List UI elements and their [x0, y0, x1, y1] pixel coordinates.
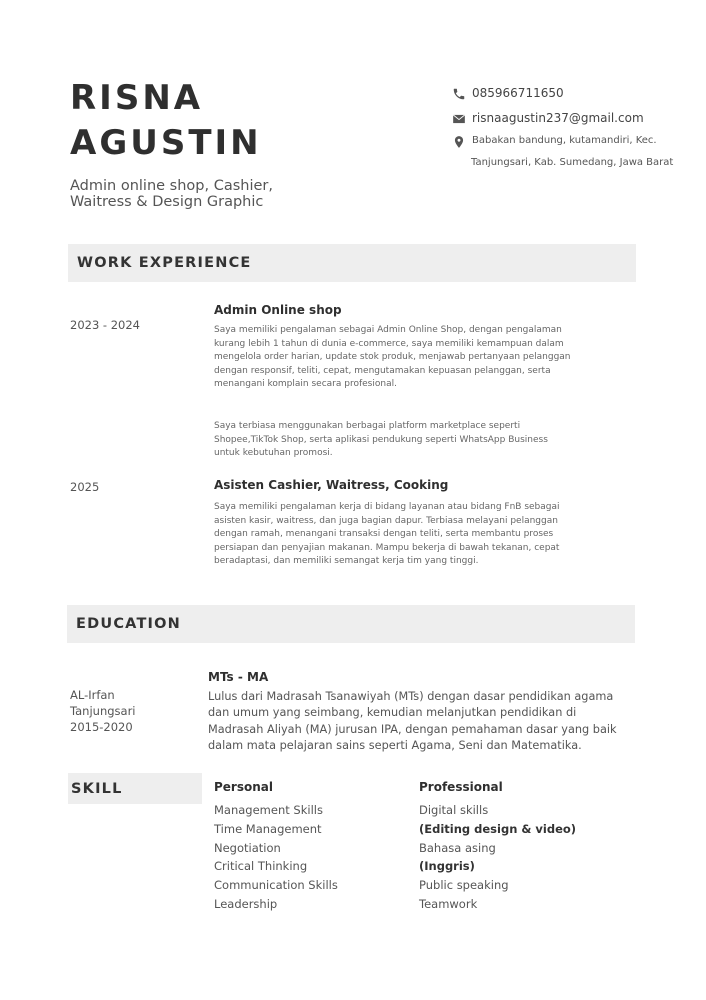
- job-title: Asisten Cashier, Waitress, Cooking: [214, 478, 449, 492]
- skill-item: (Inggris): [419, 859, 475, 874]
- section-title-education: EDUCATION: [76, 616, 182, 632]
- section-skill: [68, 773, 202, 804]
- skill-item: Bahasa asing: [419, 840, 496, 855]
- skill-personal-list: [214, 801, 338, 914]
- job-years: 2025: [70, 480, 100, 494]
- location-pin-icon: [452, 135, 466, 149]
- section-title-skill: SKILL: [71, 780, 123, 797]
- skill-item: Communication Skills: [214, 878, 338, 893]
- section-education: [67, 605, 635, 643]
- skill-item: Negotiation: [214, 840, 281, 855]
- contact-phone: [452, 86, 564, 101]
- section-title-work: WORK EXPERIENCE: [77, 255, 252, 271]
- section-work-experience: [68, 244, 636, 282]
- address-line2: Tanjungsari, Kab. Sumedang, Jawa Barat: [471, 157, 674, 168]
- skill-item: Teamwork: [419, 896, 478, 911]
- school-location: Tanjungsari: [70, 704, 136, 718]
- skill-item: Public speaking: [419, 878, 509, 893]
- contact-email: [452, 111, 644, 126]
- contact-address: [452, 134, 657, 151]
- skill-item: Leadership: [214, 896, 278, 911]
- phone-icon: [452, 87, 466, 101]
- skill-item: Digital skills: [419, 803, 489, 817]
- address-line1: Babakan bandung, kutamandiri, Kec.: [472, 135, 657, 146]
- degree-description: Lulus dari Madrasah Tsanawiyah (MTs) dengan dasar pendidikan agama dan umum yang seimbang, kemudian melanjutkan pendidikan di Madrasah Aliyah (MA) jurusan IPA, dengan pemahaman dasar yang baik dalam mata pelajaran sains seperti Agama, Seni dan Matematika.: [208, 690, 617, 752]
- skill-item: Critical Thinking: [214, 859, 308, 874]
- school-name: AL-Irfan: [70, 688, 115, 702]
- job-years: 2023 - 2024: [70, 318, 140, 332]
- skill-item: Management Skills: [214, 803, 323, 817]
- mail-icon: [452, 112, 466, 126]
- degree-title: MTs - MA: [208, 670, 269, 684]
- skill-professional-list: [419, 801, 576, 914]
- name-first: RISNA: [70, 78, 204, 118]
- phone-number[interactable]: 085966711650: [472, 86, 564, 100]
- tagline-line2: Waitress & Design Graphic: [70, 194, 264, 210]
- job-description-extra: Saya terbiasa menggunakan berbagai platform marketplace seperti Shopee,TikTok Shop, serta aplikasi pendukung seperti WhatsApp Business untuk kebutuhan promosi.: [214, 421, 548, 459]
- email-address[interactable]: risnaagustin237@gmail.com: [472, 111, 644, 125]
- skill-item: Time Management: [214, 821, 322, 836]
- school-years: 2015-2020: [70, 720, 133, 734]
- skill-professional-heading: Professional: [419, 780, 503, 794]
- skill-personal-heading: Personal: [214, 780, 273, 794]
- job-description: Saya memiliki pengalaman kerja di bidang layanan atau bidang FnB sebagai asisten kasir, waitress, dan juga bagian dapur. Terbiasa melayani pelanggan dengan ramah, menangani transaksi dengan teliti, serta membantu proses persiapan dan penyajian makanan. Mampu bekerja di bawah tekanan, cepat beradaptasi, dan memiliki semangat kerja tim yang tinggi.: [214, 502, 560, 567]
- job-title: Admin Online shop: [214, 303, 342, 317]
- name-last: AGUSTIN: [70, 123, 262, 163]
- skill-item: (Editing design & video): [419, 821, 577, 836]
- tagline-line1: Admin online shop, Cashier,: [70, 178, 273, 194]
- job-description: Saya memiliki pengalaman sebagai Admin Online Shop, dengan pengalaman kurang lebih 1 tahun di dunia e-commerce, saya memiliki kemampuan dalam mengelola order harian, update stok produk, menjawab pertanyaan pelanggan dengan responsif, teliti, cepat, mengutamakan kepuasan pelanggan, serta menangani komplain secara profesional.: [214, 325, 571, 390]
